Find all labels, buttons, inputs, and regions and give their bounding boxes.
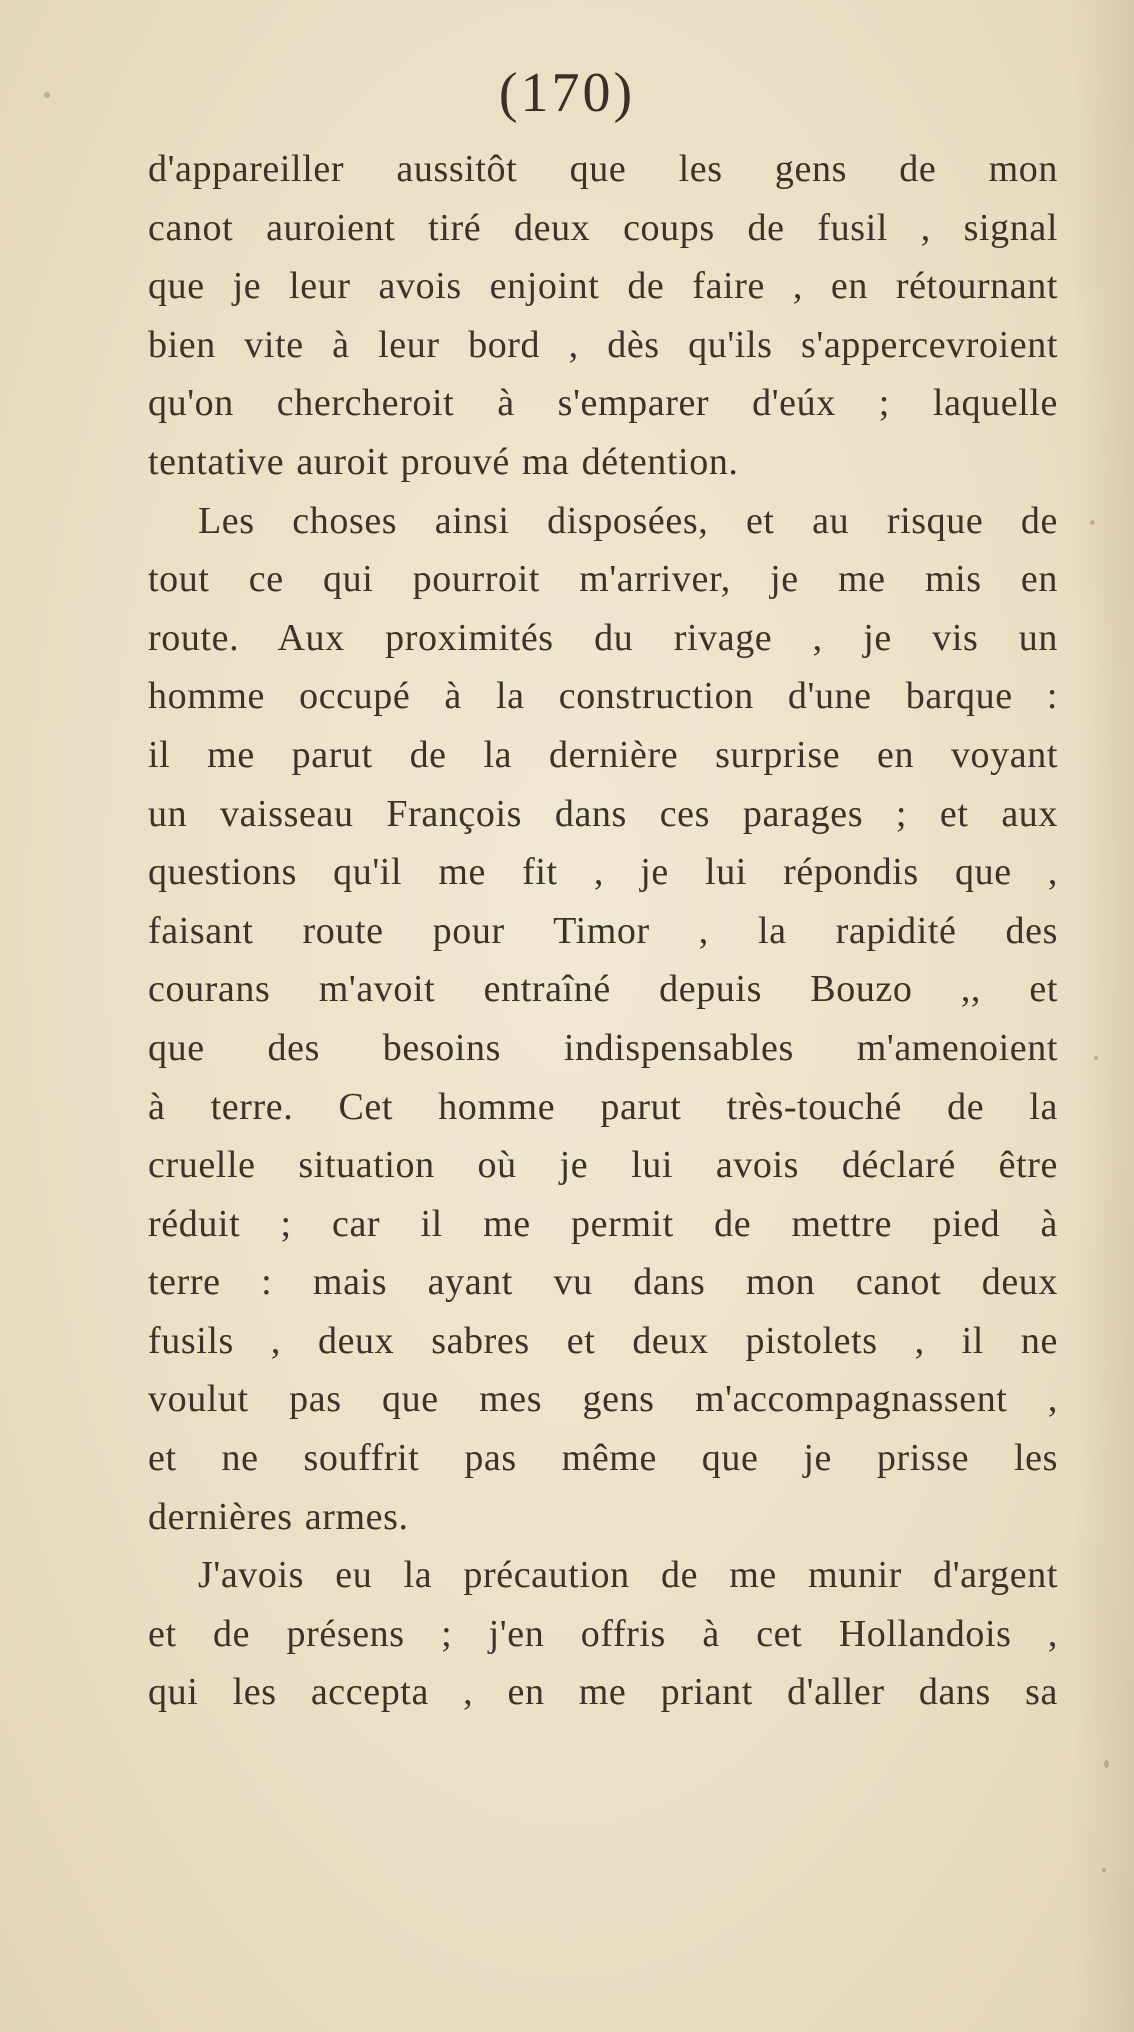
- paper-speck: [44, 92, 50, 98]
- text-line: homme occupé à la construction d'une barque :: [148, 675, 1058, 718]
- text-line: route. Aux proximités du rivage , je vis un: [148, 616, 1058, 659]
- text-line: J'avois eu la précaution de me munir d'argent: [198, 1554, 1058, 1597]
- text-line: d'appareiller aussitôt que les gens de mon: [148, 148, 1058, 190]
- paper-speck: [1104, 1760, 1109, 1768]
- paper-speck: [1090, 520, 1095, 525]
- text-line: qu'on chercheroit à s'emparer d'eúx ; laquelle: [148, 382, 1058, 425]
- text-line: terre : mais ayant vu dans mon canot deux: [148, 1261, 1058, 1304]
- text-line: il me parut de la dernière surprise en voyant: [148, 733, 1058, 776]
- paper-speck: [1094, 1056, 1098, 1060]
- text-line: Les choses ainsi disposées, et au risque de: [198, 499, 1058, 542]
- paragraph-3: [148, 1546, 1058, 1722]
- text-line: un vaisseau François dans ces parages ; et aux: [148, 792, 1058, 835]
- text-line: canot auroient tiré deux coups de fusil , signal: [148, 206, 1058, 249]
- text-line: que des besoins indispensables m'amenoient: [148, 1026, 1058, 1069]
- text-line: et de présens ; j'en offris à cet Hollandois ,: [148, 1612, 1058, 1655]
- text-line: voulut pas que mes gens m'accompagnassent ,: [148, 1378, 1058, 1421]
- body-text: [148, 140, 1058, 1722]
- paragraph-1: [148, 140, 1058, 492]
- paragraph-2: [148, 492, 1058, 1547]
- text-line: que je leur avois enjoint de faire , en rétournant: [148, 265, 1058, 308]
- text-line: fusils , deux sabres et deux pistolets , il ne: [148, 1319, 1058, 1362]
- text-line: et ne souffrit pas même que je prisse les: [148, 1437, 1058, 1480]
- text-line: réduit ; car il me permit de mettre pied à: [148, 1202, 1058, 1245]
- text-line: tout ce qui pourroit m'arriver, je me mis en: [148, 558, 1058, 601]
- page-edge-shadow: [1074, 0, 1134, 2032]
- page-number: (170): [498, 62, 636, 124]
- text-line: cruelle situation où je lui avois déclaré être: [148, 1144, 1058, 1187]
- text-line: courans m'avoit entraîné depuis Bouzo ,, et: [148, 968, 1058, 1011]
- text-line: qui les accepta , en me priant d'aller dans sa: [148, 1671, 1058, 1714]
- text-line: tentative auroit prouvé ma détention.: [148, 440, 739, 483]
- text-line: dernières armes.: [148, 1495, 409, 1538]
- text-line: à terre. Cet homme parut très-touché de la: [148, 1085, 1058, 1128]
- text-line: bien vite à leur bord , dès qu'ils s'appercevroient: [148, 323, 1058, 366]
- text-line: faisant route pour Timor , la rapidité des: [148, 909, 1058, 952]
- paper-speck: [1102, 1868, 1106, 1872]
- text-line: questions qu'il me fit , je lui répondis que ,: [148, 851, 1058, 894]
